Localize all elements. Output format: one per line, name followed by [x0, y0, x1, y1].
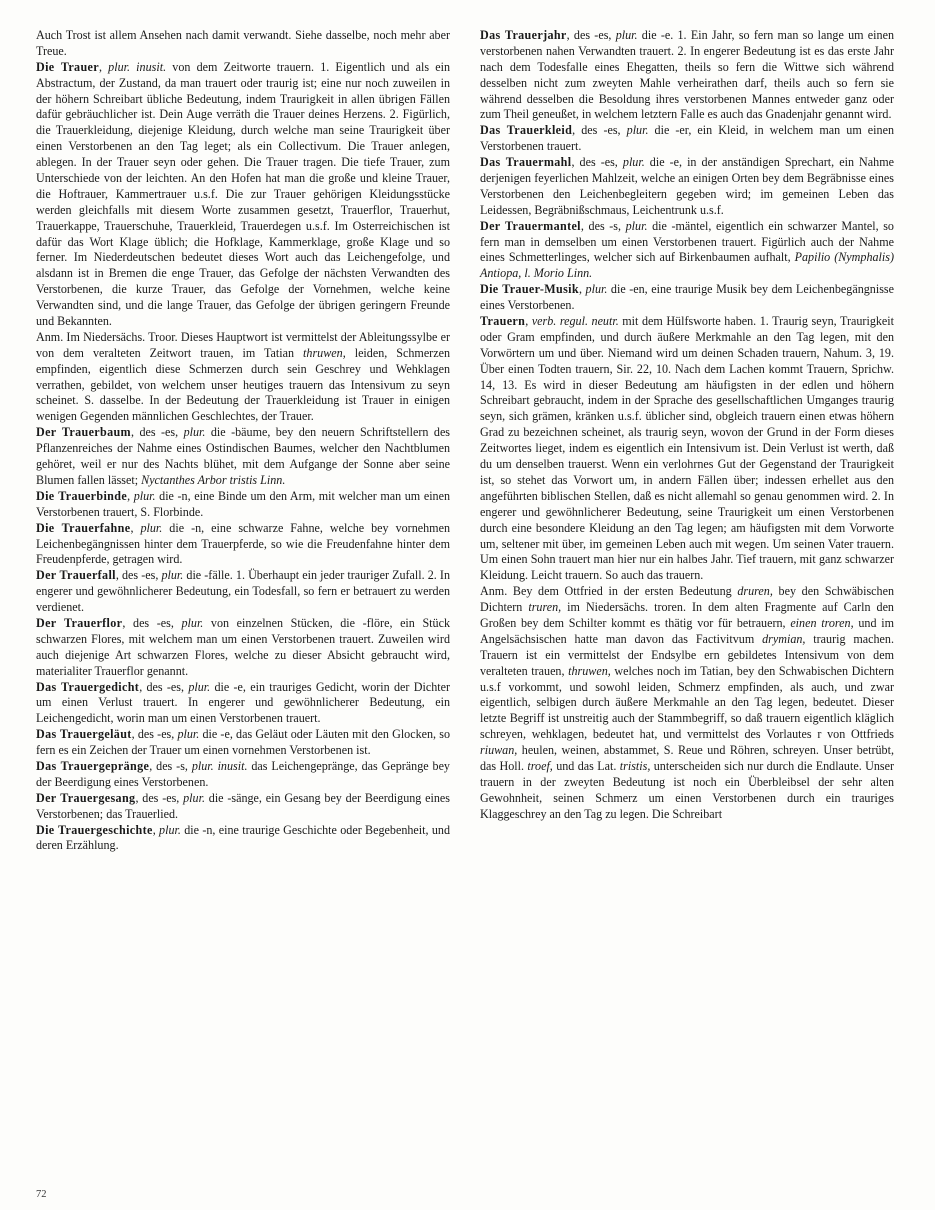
dictionary-entry: Die Trauerbinde, plur. die -n, eine Binde um den Arm, mit welcher man um einen Verstorbenen trauert, S. Florbinde. — [36, 488, 451, 519]
dictionary-entry: Die Trauerfahne, plur. die -n, eine schwarze Fahne, welche bey vornehmen Leichenbegängnissen hinter dem Trauerpferde, so wie die Freudenfahne hinter dem Freudenpferde, getragen wird. — [36, 520, 450, 567]
left-text-column — [36, 28, 450, 1158]
dictionary-entry: Der Trauergesang, des -es, plur. die -sänge, ein Gesang bey der Beerdigung eines Verstorbenen; das Trauerlied. — [36, 790, 450, 821]
page-number: 72 — [36, 1189, 47, 1200]
dictionary-entry: Die Trauergeschichte, plur. die -n, eine traurige Geschichte oder Begebenheit, und deren Erzählung. — [36, 822, 450, 853]
body-paragraph: Auch Trost ist allem Ansehen nach damit verwandt. Siehe dasselbe, noch mehr aber Treue. — [36, 28, 450, 58]
note-paragraph: Anm. Im Niedersächs. Troor. Dieses Hauptwort ist vermittelst der Ableitungssylbe er von dem veralteten Zeitwort trauen, im Tatian thruwen, leiden, Schmerzen empfinden, eigentlich diese Schmerzen durch sein Geschrey und Wehklagen verrathen, gebildet, von welchem unser heutiges trauern das Intensivum zu seyn scheinet. S. dasselbe. In der Bedeutung der Trauerkleidung ist Trauer in einigen wenigen Gegenden männlichen Geschlechtes, der Trauer. — [36, 329, 450, 424]
two-column-layout — [36, 28, 899, 1158]
note-paragraph: Anm. Bey dem Ottfried in der ersten Bedeutung druren, bey den Schwäbischen Dichtern truren, im Niedersächs. troren. In dem alten Fragmente auf Carln den Großen bey dem Schilter kommt es thätig vor für betrauern, einen troren, und im Angelsächsischen hatte man davon das Factivitvum drymian, traurig machen. Trauern ist ein vermittelst der Endsylbe ern gebildetes Intensivum von dem veralteten trauen, thruwen, welches noch im Tatian, bey den Schwabischen Dichtern u.s.f vorkommt, und sowohl leiden, Schmerz empfinden, als auch, und zwar eigentlich, selbigen durch äußere Merkmahle an den Tag legen, bedeutet. Dieser letzte Begriff ist unstreitig auch der Stammbegriff, so daß trauern eigentlich kläglich schreyen, wehklagen, bedeutet hat, und vermittelst des Vorlautes r von Ottfrieds riuwan, heulen, weinen, abstammet, S. Reue und Röhren, schreyen. Unser betrübt, das Holl. troef, und das Lat. tristis, unterscheiden sich nur durch die Endlaute. Unser trauern in der zweyten Bedeutung ist noch ein Überbleibsel der sehr alten Gewohnheit, seinen Schmerz um einen Verstorbenen durch ein trauriges Klaggeschrey an den Tag zu legen. Die Schreibart — [480, 584, 895, 821]
dictionary-entry: Das Trauermahl, des -es, plur. die -e, in der anständigen Sprechart, ein Nahme derjenigen feyerlichen Mahlzeit, welche an einigen Orten bey dem Begräbnisse eines Verstorbenen den Leichenbegleitern gegeben wird; im gemeinen Leben das Leidessen, Begräbnißschmaus, Leichentrunk u.s.f. — [480, 155, 894, 217]
dictionary-entry: Das Trauerkleid, des -es, plur. die -er, ein Kleid, in welchem man um einen Verstorbenen trauert. — [480, 123, 894, 154]
dictionary-entry: Der Trauerfall, des -es, plur. die -fälle. 1. Überhaupt ein jeder trauriger Zufall. 2. In engerer und gewöhnlicherer Bedeutung, ein Todesfall, so fern er betrauert zu werden verdienet. — [36, 568, 451, 615]
dictionary-entry: Der Trauermantel, des -s, plur. die -mäntel, eigentlich ein schwarzer Mantel, so fern man in demselben um einen Verstorbenen trauert. Figürlich auch der Nahme eines Schmetterlinges, welcher sich auf Birkenbaumen aufhalt, Papilio (Nymphalis) Antiopa, l. Morio Linn. — [480, 218, 894, 281]
dictionary-entry: Das Trauerjahr, des -es, plur. die -e. 1. Ein Jahr, so fern man so lange um einen verstorbenen nahen Verwandten trauert. 2. In engerer Bedeutung ist es das erste Jahr nach dem Todesfalle eines Ehegatten, theils so fern die Wittwe sich während desselben nicht zum zweyten Mahle verheirathen darf, theils auch so fern sie während desselben die Besoldung ihres verstorbenen Mannes entweder ganz oder zum Theil geneußet, in welchem letztern Falle es auch das Gnadenjahr genannt wird. — [480, 28, 894, 122]
dictionary-entry: Der Trauerbaum, des -es, plur. die -bäume, bey den neuern Schriftstellern des Pflanzenreiches der Nahme eines Ostindischen Baumes, welcher den Nachtblumen gehöret, weil er nur des Nachts blühet, mit dem Aufgange der Sonne aber seine Blumen fallen lässet; Nyctanthes Arbor tristis Linn. — [36, 425, 451, 487]
dictionary-entry: Das Trauergeläut, des -es, plur. die -e, das Geläut oder Läuten mit den Glocken, so fern es ein Zeichen der Trauer um einen vornehmen Verstorbenen ist. — [36, 727, 451, 758]
dictionary-entry: Trauern, verb. regul. neutr. mit dem Hülfsworte haben. 1. Traurig seyn, Traurigkeit oder Gram empfinden, und durch äußere Merkmahle an den Tag legen, mit den Vorwörtern um und über. Niemand wird um deinen Schaden trauern, Nahum. 3, 19. Über einen Todten trauern, Sir. 22, 10. Nach dem Lachen kommt Trauern, Sprichw. 14, 13. Es wird in dieser Bedeutung am häufigsten in der edlen und höhern Schreibart gebraucht, indem in der Sprache des gesellschaftlichen Umganges traurig seyn, sich grämen, kränken u.s.f. üblicher sind, obgleich trauern einen etwas höhern Grad zu bezeichnen scheinet, als traurig seyn, wovon der Grund in der Form dieses Zeitwortes lieget, indem es eigentlich ein Intensivum ist. Dein Verlust ist werth, daß du um denselben trauerst. Wenn ein verlohrnes Gut der Gegenstand der Traurigkeit ist, so stehet das Vorwort um, in andern Fällen über; indessen erhellet aus den angeführten biblischen Stellen, daß es nicht allemahl so genau genommen wird. 2. In engerer und gewöhnlicherer Bedeutung, seine Traurigkeit um einen Verstorbenen durch eine besondere Kleidung an den Tag legen; am häufigsten mit dem Vorworte um, seltener mit über, im gemeinen Leben auch mit wegen. Um seinen Vater trauern. Um einen Sohn trauert man hier nur ein halbes Jahr. Tief trauern, mit ganz schwarzer Kleidung. Leicht trauern. So auch das trauern. — [480, 314, 894, 583]
dictionary-entry: Die Trauer-Musik, plur. die -en, eine traurige Musik bey dem Leichenbegängnisse eines Verstorbenen. — [480, 282, 894, 313]
dictionary-entry: Das Trauergedicht, des -es, plur. die -e, ein trauriges Gedicht, worin der Dichter um einen Verlust trauert. In engerer und gewöhnlicherer Bedeutung, ein Leichengedicht, worin man um einen Verstorbenen trauert. — [36, 679, 450, 726]
right-text-column — [480, 28, 894, 1158]
dictionary-entry: Das Trauergepränge, des -s, plur. inusit. das Leichengepränge, das Gepränge bey der Beerdigung eines Verstorbenen. — [36, 758, 450, 789]
dictionary-entry: Die Trauer, plur. inusit. von dem Zeitworte trauern. 1. Eigentlich und als ein Abstractum, der Zustand, da man trauert oder traurig ist; eine nur noch zuweilen in der höhern Schreibart übliche Bedeutung, indem Traurigkeit in allen übrigen Fällen dafür gebräuchlicher ist. Dein Auge verräth die Trauer deines Herzens. 2. Figürlich, die Trauerkleidung, diejenige Kleidung, durch welche man seine Traurigkeit über einen Verstorbenen an den Tag leget; als ein Collectivum. Die Trauer anlegen, ablegen. In der Trauer seyn oder gehen. Die Trauer tragen. Die tiefe Trauer, zum Unterschiede von der leichten. An den Hofen hat man die große und kleine Trauer, die Hoftrauer, Kammertrauer u.s.f. Die zur Trauer gehörigen Kleidungsstücke werden gleichfalls mit diesem Worte zusammen gesetzt, Trauerflor, Trauerhut, Trauerkappe, Trauerschuhe, Trauerkleid, Trauerdegen u.s.f. Im Osterreichischen ist dafür das Wort Klage üblich; die Hofklage, Kammerklage, große Klage und so ferner. Im Niederdeutschen bedeutet dieses Wort auch das Leichengefolge, und alsdann ist in Bremen die enge Trauer, das Gefolge der nächsten Verwandten des Verstorbenen, die kurze Trauer, das Gefolge der Vornehmen, welche keine Verwandten sind, und die lange Trauer, das Gefolge der übrigen geringern Freunde und Bekannten. — [36, 59, 451, 329]
dictionary-entry: Der Trauerflor, des -es, plur. von einzelnen Stücken, die -flöre, ein Stück schwarzen Flores, mit welchem man um einen Verstorbenen trauert. Zuweilen wird auch diejenige Art schwarzen Flores, welche zu dieser Absicht gebraucht wird, materialiter Trauerflor genannt. — [36, 615, 450, 678]
